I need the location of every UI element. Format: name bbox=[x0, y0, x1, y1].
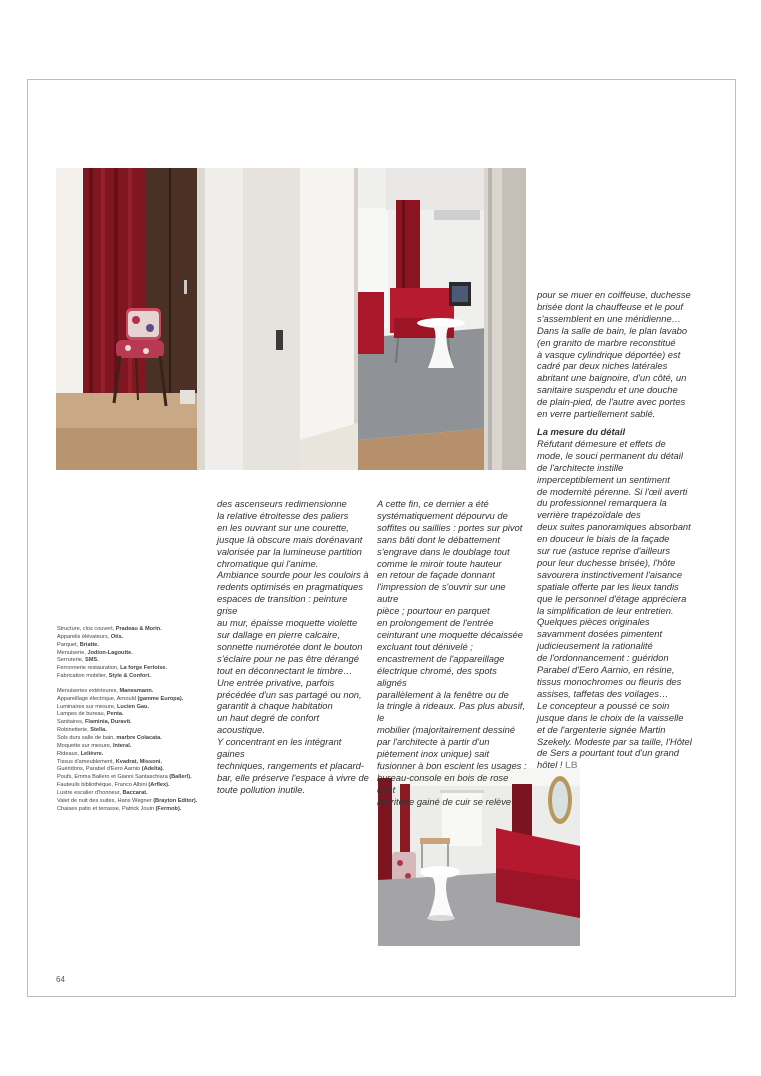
text-line: pour leur duchesse brisée), l'hôte bbox=[537, 556, 676, 568]
credit-line bbox=[57, 657, 207, 665]
credit-supplier: (Ballerl). bbox=[169, 774, 192, 781]
credit-line bbox=[57, 727, 207, 735]
text-line: assises, taffetas des voilages… bbox=[537, 687, 669, 699]
credit-line bbox=[57, 673, 207, 681]
text-line: soffites ou saillies : portes sur pivot bbox=[377, 521, 523, 533]
credit-supplier: Flaminia, Duravit. bbox=[84, 719, 132, 726]
credit-line bbox=[57, 790, 207, 798]
credit-supplier: Baccarat. bbox=[122, 789, 148, 796]
text-line: s'éclaire pour ne pas être dérangé bbox=[217, 652, 359, 664]
credit-line bbox=[57, 650, 207, 658]
credit-line bbox=[57, 782, 207, 790]
text-line: précédée d'un sas partagé ou non, bbox=[217, 688, 362, 700]
text-line: des ascenseurs redimensionne bbox=[217, 498, 347, 509]
text-line: Quelques pièces originales bbox=[537, 616, 650, 628]
credit-label: Menuiserie, bbox=[57, 649, 88, 656]
credit-label: Luminaires sur mesure, bbox=[57, 703, 117, 710]
text-line: A cette fin, ce dernier a été bbox=[377, 498, 489, 509]
text-line: sanitaire suspendu et une douche bbox=[537, 384, 678, 396]
text-line: s'assemblent en une méridienne… bbox=[537, 312, 682, 324]
credit-label: Lampes de bureau, bbox=[57, 711, 107, 718]
text-line: que le personnel d'étage appréciera bbox=[537, 592, 687, 604]
text-line: bureau-console en bois de rose dont bbox=[377, 771, 509, 795]
page-number: 64 bbox=[56, 975, 65, 984]
text-line: Szekely. Modeste par sa taille, l'Hôtel bbox=[537, 735, 692, 747]
credit-supplier: (Brayton Editor). bbox=[153, 797, 198, 804]
text-line: judicieusement la rationalité bbox=[537, 640, 653, 652]
credit-line bbox=[57, 751, 207, 759]
text-line: garantit à chaque habitation bbox=[217, 700, 333, 712]
text-line: Réfutant démesure et effets de bbox=[537, 437, 666, 449]
credits-list bbox=[57, 626, 207, 813]
credit-supplier: SMS. bbox=[84, 657, 99, 664]
text-line: en douceur le biais de la façade bbox=[537, 533, 670, 545]
credit-line bbox=[57, 711, 207, 719]
credit-label: Parquet, bbox=[57, 641, 80, 648]
credit-line bbox=[57, 798, 207, 806]
text-line: comme le miroir toute hauteur bbox=[377, 557, 502, 569]
credit-line bbox=[57, 719, 207, 727]
credit-label: Rideaux, bbox=[57, 750, 81, 757]
text-line: brisée dont la chauffeuse et le pouf bbox=[537, 300, 683, 312]
credit-label: Tissus d'ameublement, bbox=[57, 758, 116, 765]
credit-supplier: Jodion-Lagoutte. bbox=[87, 649, 133, 656]
interior-photo-top bbox=[56, 168, 526, 470]
text-line: en prolongement de l'entrée bbox=[377, 617, 494, 629]
credit-supplier: La forge Fertoise. bbox=[120, 665, 168, 672]
text-line: de modernité pérenne. Si l'œil averti bbox=[537, 485, 688, 497]
text-line: l'impression de s'ouvrir sur une autre bbox=[377, 581, 506, 605]
text-line: espaces de transition : peinture grise bbox=[217, 593, 348, 617]
credit-label: Appareils élévateurs, bbox=[57, 633, 111, 640]
text-line: Parabel d'Eero Aarnio, en résine, bbox=[537, 664, 675, 676]
credit-line bbox=[57, 759, 207, 767]
credit-line bbox=[57, 665, 207, 673]
text-line: parallèlement à la fenêtre ou de bbox=[377, 688, 509, 700]
text-line: mobilier (majoritairement dessiné bbox=[377, 724, 516, 736]
text-line: un haut degré de confort acoustique. bbox=[217, 712, 320, 736]
credit-supplier: marbre Colacata. bbox=[116, 734, 162, 741]
credit-line bbox=[57, 806, 207, 814]
credit-label: Valet de nuit des suites, Hans Wegner bbox=[57, 797, 154, 804]
text-line: la simplification de leur entretien. bbox=[537, 604, 674, 616]
text-line: systématiquement dépourvu de bbox=[377, 509, 508, 521]
text-line: sur dallage en pierre calcaire, bbox=[217, 628, 340, 640]
text-line: pour se muer en coiffeuse, duchesse bbox=[537, 289, 691, 300]
credit-supplier: Kvadrat, Missoni. bbox=[115, 758, 163, 765]
text-line: redents optimisés en pragmatiques bbox=[217, 581, 363, 593]
text-line: pièce ; pourtour en parquet bbox=[377, 605, 490, 617]
text-line: à vasque cylindrique déportée) est bbox=[537, 348, 681, 360]
credit-label: Sanitaires, bbox=[57, 719, 85, 726]
text-line: bar, elle préserve l'espace à vivre de bbox=[217, 771, 369, 783]
text-line: excluant tout dénivelé ; bbox=[377, 640, 473, 652]
credit-line bbox=[57, 743, 207, 751]
text-line: toute pollution inutile. bbox=[217, 783, 306, 795]
credit-label: Structure, clos couvert, bbox=[57, 626, 116, 632]
credit-label: Sols durs salle de bain, bbox=[57, 734, 117, 741]
credit-supplier: Pradeau & Morin. bbox=[115, 626, 162, 632]
text-line: la relative étroitesse des paliers bbox=[217, 509, 349, 521]
credit-supplier: Penta. bbox=[106, 711, 124, 718]
credit-label: Appareillage électrique, Arnould bbox=[57, 695, 138, 702]
text-line: techniques, rangements et placard- bbox=[217, 759, 364, 771]
text-column-right bbox=[537, 289, 697, 771]
credit-label: Ferronnerie restauration, bbox=[57, 665, 121, 672]
credit-supplier: Stella. bbox=[90, 727, 107, 734]
text-line: en verre partiellement sablé. bbox=[537, 408, 656, 420]
credit-label: Poufs, Emma Ballero et Gianni Santaschiara bbox=[57, 774, 170, 781]
text-line: cadré par deux niches latérales bbox=[537, 360, 668, 372]
text-line: Une entrée privative, parfois bbox=[217, 676, 335, 688]
text-column-middle bbox=[377, 498, 529, 808]
credit-label: Serrurerie, bbox=[57, 657, 85, 664]
text-line: l'écritoire gainé de cuir se relève bbox=[377, 795, 512, 807]
text-line: au mur, épaisse moquette violette bbox=[217, 617, 358, 629]
text-line: imperceptiblement un sentiment bbox=[537, 473, 670, 485]
credit-line bbox=[57, 766, 207, 774]
text-line: valorisée par la lumineuse partition bbox=[217, 545, 362, 557]
text-line: de l'ordonnancement : guéridon bbox=[537, 652, 669, 664]
credit-supplier: Interal. bbox=[112, 742, 132, 749]
text-line: savourera instinctivement l'aisance bbox=[537, 568, 683, 580]
credit-label: Guéridons, Parabel d'Eero Aarnio bbox=[57, 766, 142, 773]
credit-supplier: Briatte. bbox=[79, 641, 99, 648]
text-line: fusionner à bon escient les usages : bbox=[377, 759, 527, 771]
text-line: mode, le souci permanent du détail bbox=[537, 449, 683, 461]
text-line: (en granito de marbre reconstitué bbox=[537, 336, 676, 348]
text-line: ceinturant une moquette décaissée bbox=[377, 628, 523, 640]
closing-text: hôtel ! bbox=[537, 759, 563, 771]
text-line: Ambiance sourde pour les couloirs à bbox=[217, 569, 369, 581]
credit-line bbox=[57, 774, 207, 782]
closing-line bbox=[537, 759, 697, 771]
section-heading: La mesure du détail bbox=[537, 425, 626, 437]
credit-supplier: Manesmann. bbox=[119, 687, 154, 694]
text-line: de l'architecte instille bbox=[537, 461, 624, 473]
credit-line bbox=[57, 626, 207, 634]
text-line: encastrement de l'appareillage bbox=[377, 652, 505, 664]
credit-supplier: Lelièvre. bbox=[80, 750, 104, 757]
text-column-left bbox=[217, 498, 369, 796]
text-line: par l'architecte à partir d'un bbox=[377, 736, 490, 748]
text-line: chromatique qui l'anime. bbox=[217, 557, 319, 569]
text-line: sur rue (astuce reprise d'ailleurs bbox=[537, 545, 671, 557]
credit-supplier: (Arflex). bbox=[148, 782, 170, 789]
credit-label: Moquette sur mesure, bbox=[57, 742, 113, 749]
credit-label: Menuiseries extérieures, bbox=[57, 687, 120, 694]
text-line: jusque dans le choix de la vaisselle bbox=[537, 711, 684, 723]
credit-line bbox=[57, 634, 207, 642]
text-line: sans bâti dont le débattement bbox=[377, 533, 501, 545]
text-line: Dans la salle de bain, le plan lavabo bbox=[537, 324, 688, 336]
text-line: s'engrave dans le doublage tout bbox=[377, 545, 510, 557]
text-line: de Sers a pourtant tout d'un grand bbox=[537, 747, 679, 759]
credit-label: Lustre escalier d'honneur, bbox=[57, 789, 123, 796]
credit-supplier: Lucien Gau. bbox=[117, 703, 150, 710]
text-line: sonnette numérotée dont le bouton bbox=[217, 640, 363, 652]
credit-supplier: (gamme Europa). bbox=[137, 695, 184, 702]
text-line: savamment dosées pimentent bbox=[537, 628, 663, 640]
text-line: tissus monochromes ou fleuris des bbox=[537, 676, 682, 687]
text-line: la tringle à rideaux. Pas plus abusif, le bbox=[377, 700, 525, 724]
text-line: du professionnel remarquera la bbox=[537, 497, 667, 509]
text-line: deux suites panoramiques absorbant bbox=[537, 521, 691, 533]
text-line: jusque là obscure mais dorénavant bbox=[217, 533, 363, 545]
text-line: et de l'argenterie signée Martin bbox=[537, 723, 666, 735]
text-line: Le concepteur a poussé ce soin bbox=[537, 699, 670, 711]
text-line: verrière trapézoïdale des bbox=[537, 509, 641, 521]
credit-line bbox=[57, 735, 207, 743]
credit-label: Chaises patio et terrasse, Patrick Jouin bbox=[57, 805, 156, 812]
credit-label: Fabrication mobilier, bbox=[57, 673, 109, 680]
text-line: tout en déconnectant le timbre… bbox=[217, 664, 353, 676]
text-line: abritant une baignoire, d'un côté, un bbox=[537, 372, 687, 384]
credit-line bbox=[57, 696, 207, 704]
text-line: en retour de façade donnant bbox=[377, 569, 495, 581]
credit-line bbox=[57, 688, 207, 696]
text-line: spatiale offerte par les lieux tandis bbox=[537, 580, 679, 592]
credit-line bbox=[57, 704, 207, 712]
text-line: Y concentrant en les intégrant gaines bbox=[217, 736, 342, 760]
text-line: piètement inox unique) sait bbox=[377, 748, 490, 760]
text-line: en les ouvrant sur une courette, bbox=[217, 521, 349, 533]
credit-supplier: (Adelta). bbox=[141, 766, 165, 773]
text-line: de plain-pied, de l'autre avec portes bbox=[537, 396, 686, 408]
credit-supplier: (Fermob). bbox=[155, 805, 182, 812]
credit-label: Fauteuils bibliothèque, Franco Albini bbox=[57, 782, 149, 789]
credit-label: Robinetterie, bbox=[57, 727, 91, 734]
credit-line bbox=[57, 642, 207, 650]
credit-supplier: Otis. bbox=[110, 633, 124, 640]
author-signature: LB bbox=[565, 759, 578, 771]
text-line: électrique chromé, des spots alignés bbox=[377, 664, 497, 688]
credit-supplier: Style & Confort. bbox=[108, 673, 151, 680]
